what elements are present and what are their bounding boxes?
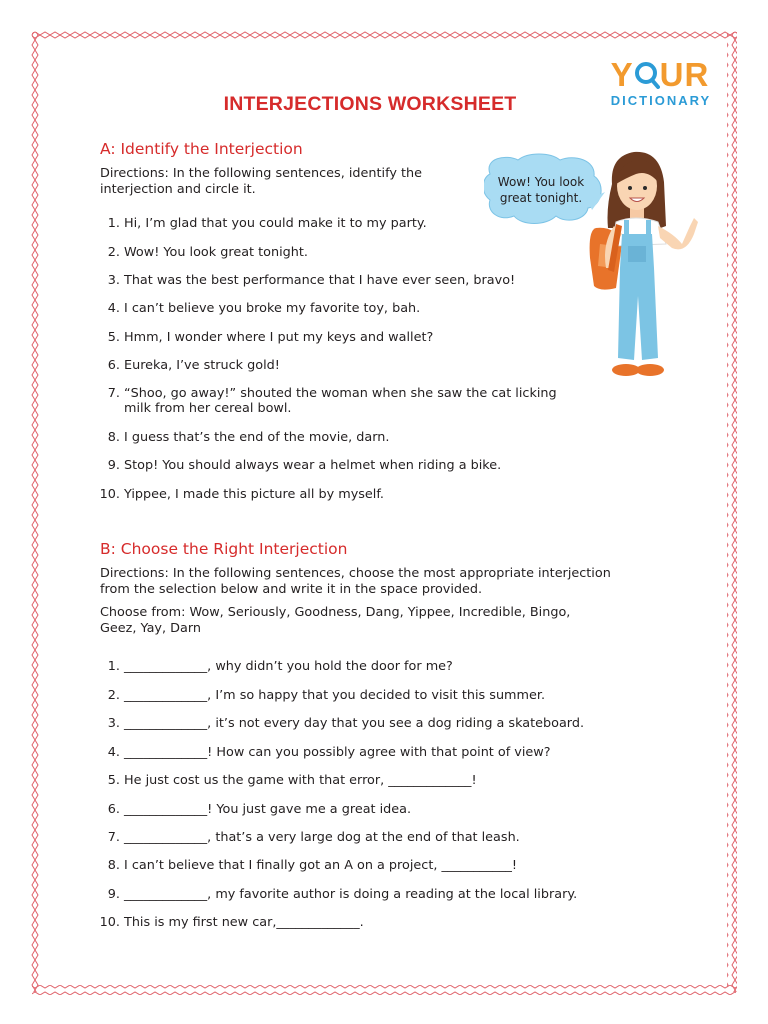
section-b-choices-line1: Choose from: Wow, Seriously, Goodness, Dang, Yippee, Incredible, Bingo, <box>100 605 571 620</box>
magnifying-glass-icon <box>634 61 660 89</box>
section-a-item: 5. Hmm, I wonder where I put my keys and wallet? <box>107 330 434 345</box>
section-a-directions-line1: Directions: In the following sentences, identify the <box>100 166 422 181</box>
section-b-directions-line2: from the selection below and write it in the space provided. <box>100 582 483 597</box>
worksheet-title: INTERJECTIONS WORKSHEET <box>223 93 517 115</box>
section-a-item: 9. Stop! You should always wear a helmet when riding a bike. <box>107 458 502 473</box>
section-b-item: 5. He just cost us the game with that error, _____________! <box>107 773 477 788</box>
section-b-item: 10. This is my first new car,_____________. <box>99 915 364 930</box>
section-a-item: 6. Eureka, I’ve struck gold! <box>107 358 280 373</box>
section-a-heading: A: Identify the Interjection <box>100 140 303 158</box>
section-a-item: 7. “Shoo, go away!” shouted the woman when she saw the cat licking milk from her cereal bowl. <box>107 386 557 416</box>
section-a-item: 2. Wow! You look great tonight. <box>107 245 308 260</box>
section-b-item: 4. _____________! How can you possibly agree with that point of view? <box>107 745 551 760</box>
section-b-directions <box>100 566 611 598</box>
section-b-item: 2. _____________, I’m so happy that you decided to visit this summer. <box>107 688 546 703</box>
section-b-item: 1. _____________, why didn’t you hold the door for me? <box>107 659 453 674</box>
section-b-item: 7. _____________, that’s a very large dog at the end of that leash. <box>107 830 520 845</box>
section-a-item: 10. Yippee, I made this picture all by myself. <box>99 487 384 502</box>
section-b-item: 6. _____________! You just gave me a great idea. <box>107 802 412 817</box>
section-b-choices-line2: Geez, Yay, Darn <box>100 621 201 636</box>
section-a-item: 8. I guess that’s the end of the movie, darn. <box>107 430 390 445</box>
section-a-item: 4. I can’t believe you broke my favorite toy, bah. <box>107 301 421 316</box>
speech-bubble-text: Wow! You look great tonight. <box>497 175 585 205</box>
section-b-directions-line1: Directions: In the following sentences, choose the most appropriate interjection <box>100 566 611 581</box>
section-a-item: 3. That was the best performance that I have ever seen, bravo! <box>107 273 516 288</box>
section-b-heading: B: Choose the Right Interjection <box>100 540 348 558</box>
section-a-directions <box>100 166 422 198</box>
girl-with-backpack-illustration <box>586 148 714 394</box>
section-b-item: 3. _____________, it’s not every day that you see a dog riding a skateboard. <box>107 716 585 731</box>
your-dictionary-logo: Y UR DICTIONARY <box>604 58 716 108</box>
section-b-item: 9. _____________, my favorite author is doing a reading at the local library. <box>107 887 578 902</box>
logo-dictionary-text: DICTIONARY <box>610 93 712 108</box>
section-b-choices <box>100 605 640 637</box>
section-a-directions-line2: interjection and circle it. <box>100 182 256 197</box>
section-a-item: 1. Hi, I’m glad that you could make it to my party. <box>107 216 427 231</box>
section-b-item: 8. I can’t believe that I finally got an A on a project, ___________! <box>107 858 517 873</box>
